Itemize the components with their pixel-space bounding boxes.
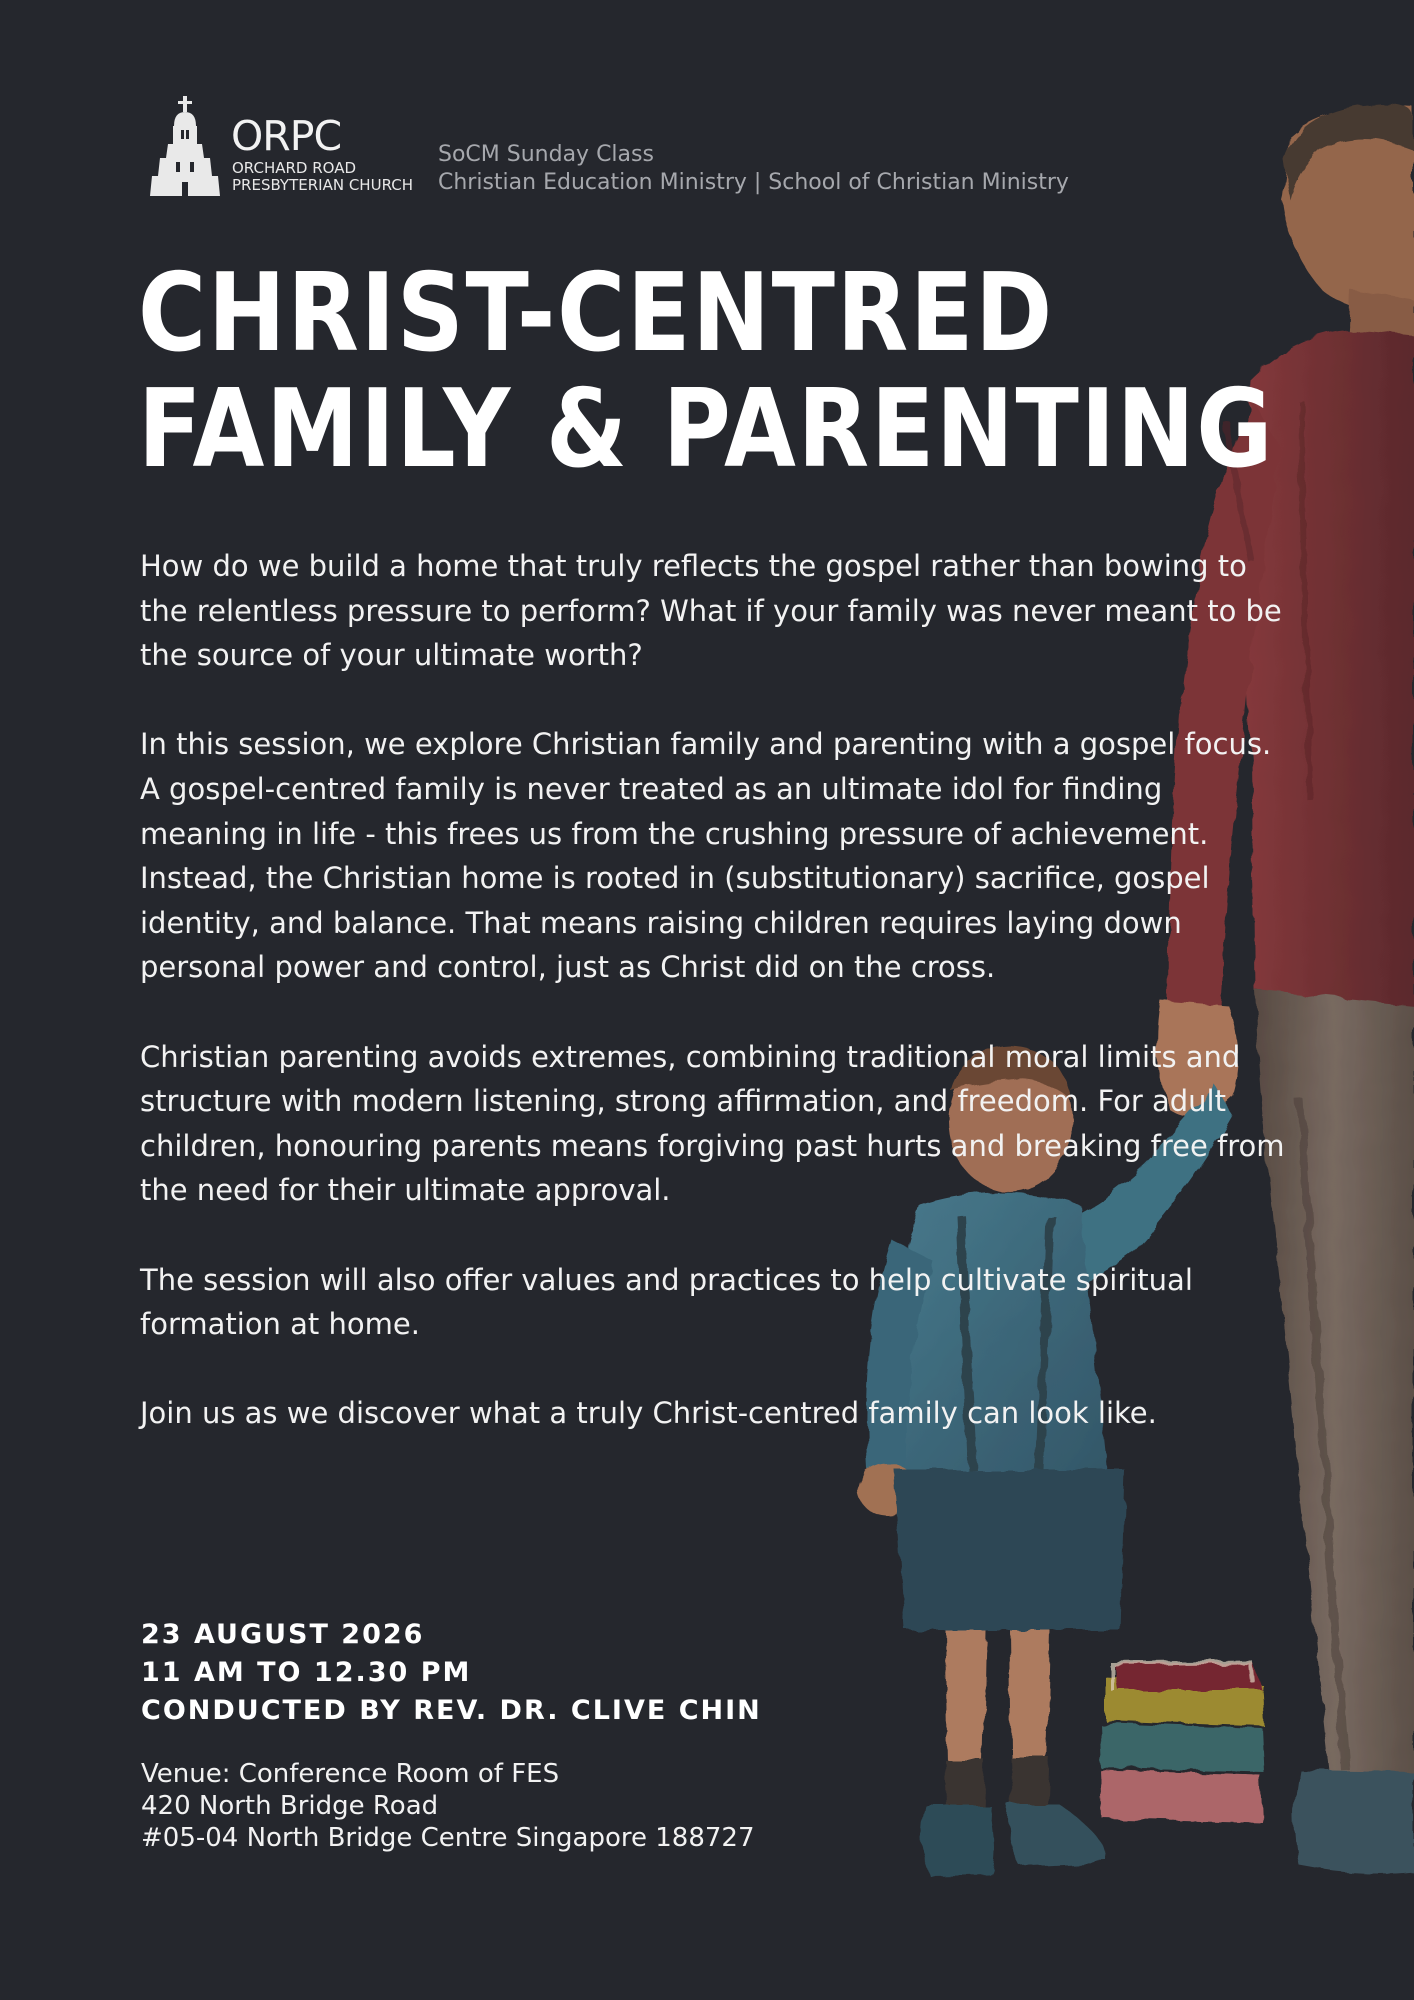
ministry-name: Christian Education Ministry | School of Christian Ministry bbox=[438, 170, 1069, 195]
event-speaker: CONDUCTED BY REV. DR. CLIVE CHIN bbox=[141, 1695, 762, 1726]
paragraph-practices: The session will also offer values and practices to help cultivate spiritual formation at home. bbox=[140, 1262, 1193, 1342]
class-subheader bbox=[438, 141, 1069, 197]
page-title bbox=[138, 251, 1275, 492]
venue-line3: #05-04 North Bridge Centre Singapore 188727 bbox=[141, 1823, 755, 1853]
class-name: SoCM Sunday Class bbox=[438, 142, 654, 167]
paragraph-session: In this session, we explore Christian family and parenting with a gospel focus. A gospel-centred family is never treated as an ultimate idol for finding meaning in life - this frees us from the crushing pressure of achievement. Instead, the Christian home is rooted in (substitutionary) sacrifice, gospel identity, and balance. That means raising children requires laying down personal power and control, just as Christ did on the cross. bbox=[140, 727, 1272, 985]
logo-abbreviation: ORPC bbox=[231, 112, 342, 160]
event-details bbox=[141, 1616, 762, 1730]
venue-line1: Venue: Conference Room of FES bbox=[141, 1759, 560, 1789]
venue-line2: 420 North Bridge Road bbox=[141, 1791, 439, 1821]
orpc-logo bbox=[150, 96, 420, 202]
logo-name-line2: PRESBYTERIAN CHURCH bbox=[232, 176, 413, 194]
event-date: 23 AUGUST 2026 bbox=[141, 1619, 425, 1650]
paragraph-intro: How do we build a home that truly reflects the gospel rather than bowing to the relentless pressure to perform? What if your family was never meant to be the source of your ultimate worth? bbox=[140, 549, 1282, 673]
logo-church-name bbox=[232, 160, 413, 194]
church-icon bbox=[150, 96, 220, 198]
paragraph-invitation: Join us as we discover what a truly Christ-centred family can look like. bbox=[140, 1396, 1157, 1431]
event-time: 11 AM TO 12.30 PM bbox=[141, 1657, 472, 1688]
title-line2: FAMILY & PARENTING bbox=[138, 367, 1275, 492]
description bbox=[140, 544, 1290, 1480]
paragraph-parenting: Christian parenting avoids extremes, combining traditional moral limits and structure with modern listening, strong affirmation, and freedom. For adult children, honouring parents means forgiving past hurts and breaking free from the need for their ultimate approval. bbox=[140, 1039, 1285, 1208]
title-line1: CHRIST-CENTRED bbox=[138, 251, 1054, 376]
venue-address bbox=[141, 1758, 755, 1854]
logo-name-line1: ORCHARD ROAD bbox=[232, 159, 357, 177]
